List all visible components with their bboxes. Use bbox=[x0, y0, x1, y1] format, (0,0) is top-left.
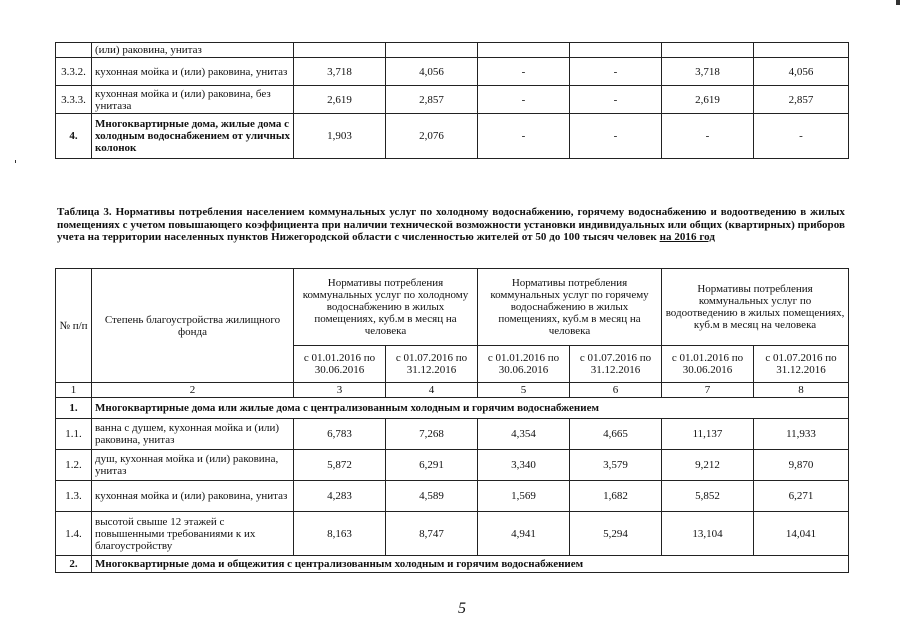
value-cell: 2,076 bbox=[386, 114, 478, 159]
value-cell: 8,163 bbox=[294, 512, 386, 556]
value-cell: 8,747 bbox=[386, 512, 478, 556]
value-cell: 4,941 bbox=[478, 512, 570, 556]
table-row bbox=[56, 114, 849, 159]
value-cell: 5,294 bbox=[570, 512, 662, 556]
row-number: 1.3. bbox=[56, 481, 92, 512]
scan-mark bbox=[15, 160, 16, 163]
value-cell: 4,056 bbox=[754, 58, 849, 86]
header-category: Степень благоустройства жилищного фонда bbox=[92, 269, 294, 383]
section-number: 1. bbox=[56, 398, 92, 419]
column-number: 5 bbox=[478, 383, 570, 398]
value-cell: 9,870 bbox=[754, 450, 849, 481]
value-cell: 13,104 bbox=[662, 512, 754, 556]
value-cell bbox=[386, 43, 478, 58]
value-cell: 5,852 bbox=[662, 481, 754, 512]
row-description: Многоквартирные дома, жилые дома с холодным водоснабжением от уличных колонок bbox=[92, 114, 294, 159]
table-row bbox=[56, 419, 849, 450]
column-number: 6 bbox=[570, 383, 662, 398]
table-row bbox=[56, 43, 849, 58]
value-cell: 3,340 bbox=[478, 450, 570, 481]
row-number: 3.3.2. bbox=[56, 58, 92, 86]
row-description: высотой свыше 12 этажей с повышенными требованиями к их благоустройству bbox=[92, 512, 294, 556]
value-cell: 14,041 bbox=[754, 512, 849, 556]
value-cell: 7,268 bbox=[386, 419, 478, 450]
value-cell: 4,056 bbox=[386, 58, 478, 86]
value-cell: 4,354 bbox=[478, 419, 570, 450]
period-cell: с 01.07.2016 по 31.12.2016 bbox=[570, 346, 662, 383]
value-cell bbox=[478, 43, 570, 58]
table-3-caption bbox=[57, 206, 845, 244]
row-description: ванна с душем, кухонная мойка и (или) раковина, унитаз bbox=[92, 419, 294, 450]
period-cell: с 01.01.2016 по 30.06.2016 bbox=[662, 346, 754, 383]
table-row bbox=[56, 481, 849, 512]
value-cell: - bbox=[478, 58, 570, 86]
value-cell: - bbox=[754, 114, 849, 159]
value-cell: 6,291 bbox=[386, 450, 478, 481]
row-number: 1.2. bbox=[56, 450, 92, 481]
column-number: 4 bbox=[386, 383, 478, 398]
value-cell: 6,783 bbox=[294, 419, 386, 450]
column-number: 3 bbox=[294, 383, 386, 398]
top-table bbox=[55, 42, 849, 159]
value-cell: 2,857 bbox=[386, 86, 478, 114]
section-row bbox=[56, 556, 849, 573]
caption-year: на 2016 год bbox=[659, 231, 715, 243]
header-drainage: Нормативы потребления коммунальных услуг по водоотведению в жилых помещениях, куб.м в месяц на человека bbox=[662, 269, 849, 346]
column-number: 1 bbox=[56, 383, 92, 398]
section-title: Многоквартирные дома и общежития с централизованным холодным и горячим водоснабжением bbox=[92, 556, 849, 573]
caption-text: Таблица 3. Нормативы потребления населением коммунальных услуг по холодному водоснабжению, горячему водоснабжению и водоотведению в жилых помещениях с учетом повышающего коэффициента при наличии технической возможности установки индивидуальных или общих (квартирных) приборов учета на территории населенных пунктов Нижегородской области с численностью жителей от 50 до 100 тысяч человек bbox=[57, 206, 845, 243]
header-cold-water: Нормативы потребления коммунальных услуг по холодному водоснабжению в жилых помещениях, куб.м в месяц на человека bbox=[294, 269, 478, 346]
value-cell: 9,212 bbox=[662, 450, 754, 481]
row-number: 1.4. bbox=[56, 512, 92, 556]
period-cell: с 01.07.2016 по 31.12.2016 bbox=[386, 346, 478, 383]
row-number: 4. bbox=[56, 114, 92, 159]
scan-mark bbox=[896, 0, 900, 5]
table-row bbox=[56, 512, 849, 556]
value-cell bbox=[570, 43, 662, 58]
table-row bbox=[56, 86, 849, 114]
value-cell: 3,579 bbox=[570, 450, 662, 481]
row-description: душ, кухонная мойка и (или) раковина, унитаз bbox=[92, 450, 294, 481]
page-number: 5 bbox=[458, 600, 466, 617]
row-description: (или) раковина, унитаз bbox=[92, 43, 294, 58]
value-cell bbox=[754, 43, 849, 58]
row-number: 1.1. bbox=[56, 419, 92, 450]
value-cell: 5,872 bbox=[294, 450, 386, 481]
value-cell: - bbox=[570, 58, 662, 86]
value-cell: - bbox=[478, 86, 570, 114]
value-cell bbox=[294, 43, 386, 58]
column-number-row bbox=[56, 383, 849, 398]
value-cell: - bbox=[570, 114, 662, 159]
value-cell: 4,589 bbox=[386, 481, 478, 512]
section-title: Многоквартирные дома или жилые дома с централизованным холодным и горячим водоснабжением bbox=[92, 398, 849, 419]
column-number: 2 bbox=[92, 383, 294, 398]
header-hot-water: Нормативы потребления коммунальных услуг по горячему водоснабжению в жилых помещениях, куб.м в месяц на человека bbox=[478, 269, 662, 346]
row-description: кухонная мойка и (или) раковина, без унитаза bbox=[92, 86, 294, 114]
table-3 bbox=[55, 268, 849, 573]
period-cell: с 01.01.2016 по 30.06.2016 bbox=[294, 346, 386, 383]
table-row bbox=[56, 450, 849, 481]
row-number: 3.3.3. bbox=[56, 86, 92, 114]
section-number: 2. bbox=[56, 556, 92, 573]
row-description: кухонная мойка и (или) раковина, унитаз bbox=[92, 481, 294, 512]
value-cell bbox=[662, 43, 754, 58]
value-cell: 2,619 bbox=[662, 86, 754, 114]
value-cell: - bbox=[478, 114, 570, 159]
value-cell: 1,569 bbox=[478, 481, 570, 512]
value-cell: 3,718 bbox=[662, 58, 754, 86]
value-cell: - bbox=[662, 114, 754, 159]
header-row bbox=[56, 269, 849, 346]
value-cell: 11,933 bbox=[754, 419, 849, 450]
value-cell: 3,718 bbox=[294, 58, 386, 86]
value-cell: - bbox=[570, 86, 662, 114]
row-number bbox=[56, 43, 92, 58]
column-number: 8 bbox=[754, 383, 849, 398]
row-description: кухонная мойка и (или) раковина, унитаз bbox=[92, 58, 294, 86]
column-number: 7 bbox=[662, 383, 754, 398]
period-cell: с 01.01.2016 по 30.06.2016 bbox=[478, 346, 570, 383]
value-cell: 1,903 bbox=[294, 114, 386, 159]
value-cell: 2,857 bbox=[754, 86, 849, 114]
value-cell: 4,665 bbox=[570, 419, 662, 450]
value-cell: 6,271 bbox=[754, 481, 849, 512]
header-num: № п/п bbox=[56, 269, 92, 383]
value-cell: 4,283 bbox=[294, 481, 386, 512]
value-cell: 2,619 bbox=[294, 86, 386, 114]
value-cell: 1,682 bbox=[570, 481, 662, 512]
section-row bbox=[56, 398, 849, 419]
period-cell: с 01.07.2016 по 31.12.2016 bbox=[754, 346, 849, 383]
table-row bbox=[56, 58, 849, 86]
value-cell: 11,137 bbox=[662, 419, 754, 450]
